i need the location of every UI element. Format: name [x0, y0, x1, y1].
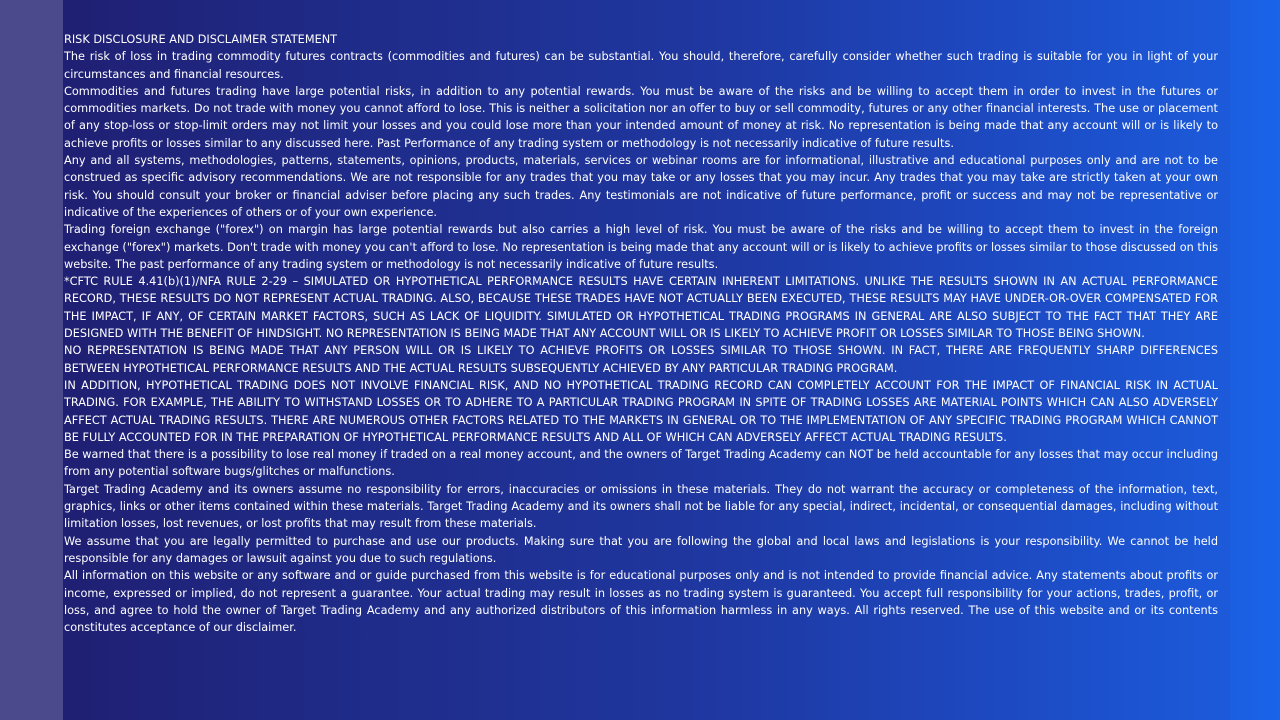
paragraph-no-responsibility: Target Trading Academy and its owners assume no responsibility for errors, inaccuracies or omissions in these materials. They do not warrant the accuracy or completeness of the information, text, graphics, links or other items contained within these materials. Target Trading Academy and its owners shall not be liable for any special, indirect, incidental, or consequential damages, including without limitation losses, lost revenues, or lost profits that may result from these materials. — [64, 482, 1218, 531]
paragraph-cftc-rule: *CFTC RULE 4.41(b)(1)/NFA RULE 2-29 – SIMULATED OR HYPOTHETICAL PERFORMANCE RESULTS HAVE CERTAIN INHERENT LIMITATIONS. UNLIKE THE RESULTS SHOWN IN AN ACTUAL PERFORMANCE RECORD, THESE RESULTS DO NOT REPRESENT ACTUAL TRADING. ALSO, BECAUSE THESE TRADES HAVE NOT ACTUALLY BEEN EXECUTED, THESE RESULTS MAY HAVE UNDER-OR-OVER COMPENSATED FOR THE IMPACT, IF ANY, OF CERTAIN MARKET FACTORS, SUCH AS LACK OF LIQUIDITY. SIMULATED OR HYPOTHETICAL TRADING PROGRAMS IN GENERAL ARE ALSO SUBJECT TO THE FACT THAT THEY ARE DESIGNED WITH THE BENEFIT OF HINDSIGHT. NO REPRESENTATION IS BEING MADE THAT ANY ACCOUNT WILL OR IS LIKELY TO ACHIEVE PROFIT OR LOSSES SIMILAR TO THOSE BEING SHOWN. — [64, 275, 1218, 341]
right-decorative-stripe — [1230, 0, 1280, 720]
paragraph-real-money-warning: Be warned that there is a possibility to lose real money if traded on a real money account, and the owners of Target Trading Academy can NOT be held accountable for any losses that may occur including from any potential software bugs/glitches or malfunctions. — [64, 448, 1218, 479]
paragraph-commodity-risk: The risk of loss in trading commodity futures contracts (commodities and futures) can be substantial. You should, therefore, carefully consider whether such trading is suitable for you in light of your circumstances and financial resources. — [64, 50, 1218, 81]
paragraph-informational-purposes: Any and all systems, methodologies, patterns, statements, opinions, products, materials, services or webinar rooms are for informational, illustrative and educational purposes only and are not to be construed as specific advisory recommendations. We are not responsible for any trades that you may take or any losses that you may incur. Any trades that you may take are strictly taken at your own risk. You should consult your broker or financial adviser before placing any such trades. Any testimonials are not indicative of future performance, profit or success and may not be representative or indicative of the experiences of others or of your own experience. — [64, 154, 1218, 219]
document-title: RISK DISCLOSURE AND DISCLAIMER STATEMENT — [64, 33, 338, 46]
paragraph-futures-risk: Commodities and futures trading have large potential risks, in addition to any potential rewards. You must be aware of the risks and be willing to accept them in order to invest in the futures or commodities markets. Do not trade with money you cannot afford to lose. This is neither a solicitation nor an offer to buy or sell commodity, futures or any other financial interests. The use or placement of any stop-loss or stop-limit orders may not limit your losses and you could lose more than your intended amount of money at risk. No representation is being made that any account will or is likely to achieve profits or losses similar to any discussed here. Past Performance of any trading system or methodology is not necessarily indicative of future results. — [64, 84, 1218, 150]
disclaimer-document — [64, 31, 1218, 636]
paragraph-forex-risk: Trading foreign exchange ("forex") on margin has large potential rewards but also carries a high level of risk. You must be aware of the risks and be willing to accept them to invest in the foreign exchange ("forex") markets. Don't trade with money you can't afford to lose. No representation is being made that any account will or is likely to achieve profits or losses similar to those discussed on this website. The past performance of any trading system or methodology is not necessarily indicative of future results. — [64, 223, 1218, 271]
paragraph-no-representation: NO REPRESENTATION IS BEING MADE THAT ANY PERSON WILL OR IS LIKELY TO ACHIEVE PROFITS OR LOSSES SIMILAR TO THOSE SHOWN. IN FACT, THERE ARE FREQUENTLY SHARP DIFFERENCES BETWEEN HYPOTHETICAL PERFORMANCE RESULTS AND THE ACTUAL RESULTS SUBSEQUENTLY ACHIEVED BY ANY PARTICULAR TRADING PROGRAM. — [64, 344, 1218, 375]
paragraph-legal-permission: We assume that you are legally permitted to purchase and use our products. Making sure that you are following the global and local laws and legislations is your responsibility. We cannot be held responsible for any damages or lawsuit against you due to such regulations. — [64, 534, 1218, 565]
paragraph-educational-purposes: All information on this website or any software and or guide purchased from this website is for educational purposes only and is not intended to provide financial advice. Any statements about profits or income, expressed or implied, do not represent a guarantee. Your actual trading may result in losses as no trading system is guaranteed. You accept full responsibility for your actions, trades, profit, or loss, and agree to hold the owner of Target Trading Academy and any authorized distributors of this information harmless in any ways. All rights reserved. The use of this website and or its contents constitutes acceptance of our disclaimer. — [64, 569, 1218, 635]
left-decorative-stripe — [0, 0, 63, 720]
paragraph-hypothetical-trading: IN ADDITION, HYPOTHETICAL TRADING DOES NOT INVOLVE FINANCIAL RISK, AND NO HYPOTHETICAL TRADING RECORD CAN COMPLETELY ACCOUNT FOR THE IMPACT OF FINANCIAL RISK IN ACTUAL TRADING. FOR EXAMPLE, THE ABILITY TO WITHSTAND LOSSES OR TO ADHERE TO A PARTICULAR TRADING PROGRAM IN SPITE OF TRADING LOSSES ARE MATERIAL POINTS WHICH CAN ALSO ADVERSELY AFFECT ACTUAL TRADING RESULTS. THERE ARE NUMEROUS OTHER FACTORS RELATED TO THE MARKETS IN GENERAL OR TO THE IMPLEMENTATION OF ANY SPECIFIC TRADING PROGRAM WHICH CANNOT BE FULLY ACCOUNTED FOR IN THE PREPARATION OF HYPOTHETICAL PERFORMANCE RESULTS AND ALL OF WHICH CAN ADVERSELY AFFECT ACTUAL TRADING RESULTS. — [64, 378, 1218, 444]
